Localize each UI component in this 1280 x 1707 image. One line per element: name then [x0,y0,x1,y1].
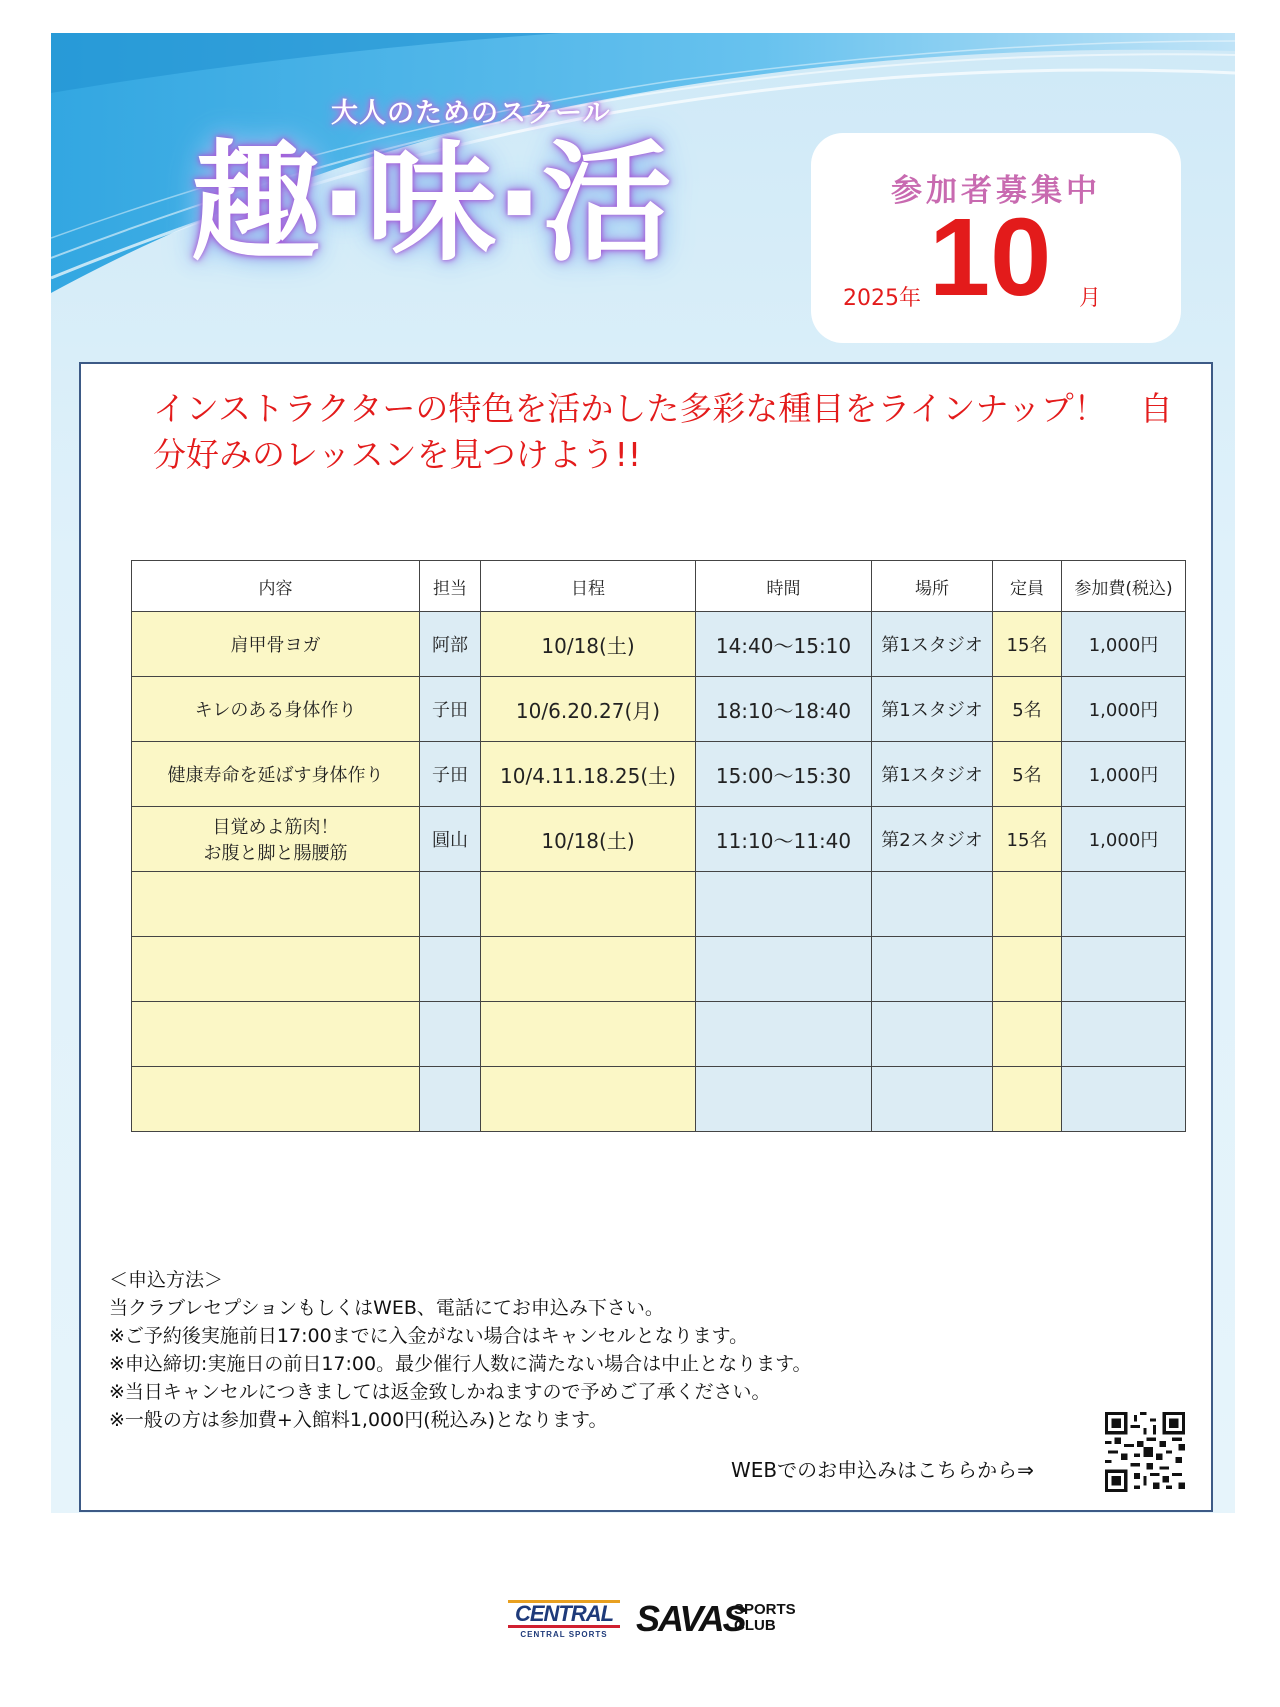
cell-place: 第2スタジオ [872,807,993,872]
cell-capacity: 15名 [993,807,1062,872]
intro-line-1: インストラクターの特色を活かした多彩な種目をラインナップ！ 自 [153,389,1173,428]
table-row-empty [132,937,1186,1002]
intro-text [153,386,1173,478]
badge-month-unit: 月 [1079,286,1102,311]
application-line: ※一般の方は参加費+入館料1,000円(税込み)となります。 [109,1409,608,1431]
footer-logos [508,1600,808,1644]
table-row [132,807,1186,872]
cell-content [132,807,420,872]
cell-place: 第1スタジオ [872,742,993,807]
savas-sub-sports: SPORTS [734,1601,796,1618]
table-row [132,612,1186,677]
application-line: ※当日キャンセルにつきましては返金致しかねますので予めご了承ください。 [109,1381,771,1403]
cell-date: 10/18(土) [481,612,696,677]
cell-fee: 1,000円 [1062,612,1186,677]
cell-staff: 子田 [420,677,481,742]
table-row-empty [132,872,1186,937]
schedule-table [131,560,1186,1132]
qr-code-icon[interactable] [1105,1412,1185,1492]
header-staff: 担当 [420,561,481,612]
cell-date: 10/6.20.27(月) [481,677,696,742]
cell-date: 10/4.11.18.25(土) [481,742,696,807]
header-fee: 参加費(税込) [1062,561,1186,612]
cell-place: 第1スタジオ [872,677,993,742]
cell-time: 18:10～18:40 [696,677,872,742]
header-capacity: 定員 [993,561,1062,612]
savas-sub-club: CLUB [734,1617,776,1634]
cell-content-line-2: お腹と脚と腸腰筋 [203,843,348,864]
cell-place: 第1スタジオ [872,612,993,677]
table-row-empty [132,1002,1186,1067]
application-line: 当クラブレセプションもしくはWEB、電話にてお申込み下さい。 [109,1297,664,1319]
cell-fee: 1,000円 [1062,742,1186,807]
cell-time: 15:00～15:30 [696,742,872,807]
page-title: 趣·味·活 [191,127,670,279]
cell-fee: 1,000円 [1062,677,1186,742]
cell-time: 14:40～15:10 [696,612,872,677]
central-logo-sub: CENTRAL SPORTS [520,1630,608,1639]
application-line: ※申込締切:実施日の前日17:00。最少催行人数に満たない場合は中止となります。 [109,1353,812,1375]
web-apply-link[interactable]: WEBでのお申込みはこちらから⇒ [731,1458,1034,1482]
cell-fee: 1,000円 [1062,807,1186,872]
cell-time: 11:10～11:40 [696,807,872,872]
cell-capacity: 15名 [993,612,1062,677]
content-panel [79,362,1213,1512]
header-date: 日程 [481,561,696,612]
cell-staff: 阿部 [420,612,481,677]
header-time: 時間 [696,561,872,612]
table-row [132,742,1186,807]
savas-logo-sub [734,1602,796,1634]
table-row-empty [132,1067,1186,1132]
intro-line-2: 分好みのレッスンを見つけよう!! [153,435,642,474]
cell-capacity: 5名 [993,677,1062,742]
application-line: ※ご予約後実施前日17:00までに入金がない場合はキャンセルとなります。 [109,1325,749,1347]
cell-content: 肩甲骨ヨガ [132,612,420,677]
header-content: 内容 [132,561,420,612]
central-sports-logo [508,1600,620,1639]
cell-content: 健康寿命を延ばす身体作り [132,742,420,807]
savas-logo: SAVAS [636,1598,745,1639]
cell-content: キレのある身体作り [132,677,420,742]
cell-content-line-1: 目覚めよ筋肉！ [212,817,339,838]
badge-heading: 参加者募集中 [891,173,1101,209]
recruiting-badge [811,133,1181,343]
header-place: 場所 [872,561,993,612]
cell-date: 10/18(土) [481,807,696,872]
table-row [132,677,1186,742]
badge-year: 2025年 [843,286,921,311]
cell-capacity: 5名 [993,742,1062,807]
cell-staff: 圓山 [420,807,481,872]
central-logo-main: CENTRAL [508,1600,620,1628]
application-heading: ＜申込方法＞ [109,1269,224,1291]
badge-month-number: 10 [929,196,1052,319]
subtitle: 大人のためのスクール [331,98,611,129]
cell-staff: 子田 [420,742,481,807]
application-info [109,1266,812,1434]
table-header-row [132,561,1186,612]
